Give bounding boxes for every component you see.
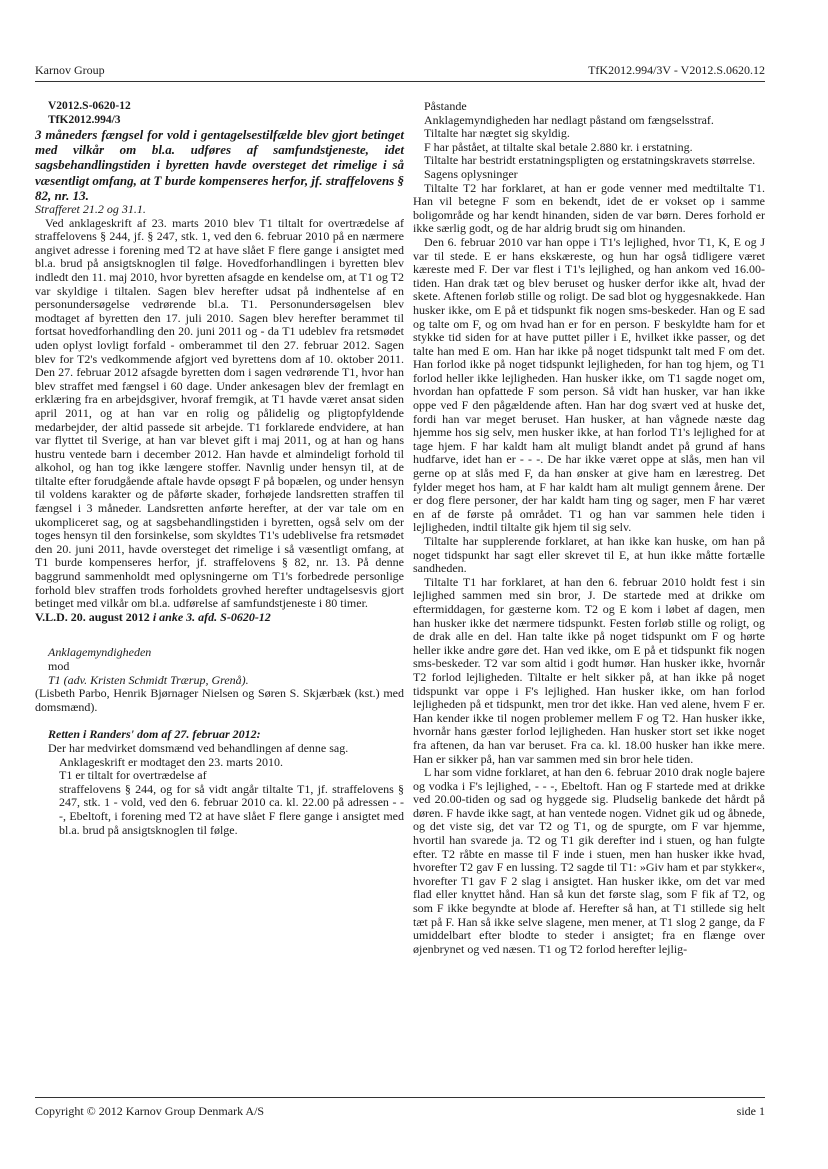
testimony-witness-l: L har som vidne forklaret, at han den 6. februar 2010 drak nogle bajere og vodka i F's lejlighed, - - -, Ebeltoft. Han og F startede med at drikke ved 20.00-tiden og sad og hyggede sig. Pludselig bankede det hårdt på døren. F havde ikke sagt, at han ventede nogen. Vidnet gik ud og åbnede, og det viste sig, det var T2 og T1, og de spurgte, om F var hjemme, hvortil han svarede ja. T2 og T1 gik derefter ind i stuen, og han fulgte efter. T2 råbte en masse til F inde i stuen, men han husker ikke hvad, hvorefter T2 gav F en lussing. T2 sagde til T1: »Giv ham et par stykker«, hvorefter T1 gav F 2 slag i ansigtet. Han husker ikke, om det var med flad eller knyttet hånd. Han så kun det første slag, som F fik af T2, og som F ikke begyndte at blode af. Herefter så han, at T1 stillede sig helt tæt på F. Han så ikke selve slagene, men mener, at T1 slog 2 gange, da F umiddelbart efter blodte to steder i ansigtet; fra en flænge over øjenbrynet og ved næsen. T1 og T2 forlod herefter lejlig-: [413, 765, 765, 956]
subject-classification: Strafferet 21.2 og 31.1.: [35, 202, 146, 217]
claim-prosecution: Anklagemyndigheden har nedlagt påstand om fængselsstraf.: [424, 112, 714, 127]
claim-victim: F har påstået, at tiltalte skal betale 2.880 kr. i erstatning.: [424, 139, 693, 154]
district-court-line-2: Anklageskrift er modtaget den 23. marts 2010.: [59, 754, 283, 769]
district-court-line-3: T1 er tiltalt for overtrædelse af: [59, 768, 207, 783]
claims-heading: Påstande: [424, 99, 467, 113]
district-court-section: [48, 728, 404, 837]
testimony-t1: Tiltalte T1 har forklaret, at han den 6. februar 2010 holdt fest i sin lejlighed sammen med sin bror, J. De startede med at drikke om eftermiddagen, for gæsterne kom. T2 og E kom i løbet af dagen, men han husker ikke det nærmere tidspunkt. Festen forløb stille og roligt, og de drak alle en del. Han talte ikke på noget tidspunkt om F og hørte heller ikke andre gøre det. Han ved ikke, om E på et tidspunkt fik nogen sms-beskeder. T2 var som altid i godt humør. Han husker ikke, hvornår T2 forlod lejligheden. Tiltalte er helt sikker på, at han ikke på noget tidspunkt var oppe i F's lejlighed. Han husker ikke, om han forlod lejligheden på et tidspunkt, men tror det ikke. Han ved alene, hvem F er. Han kender ikke til nogen problemer mellem F og T2. Han husker ikke, hvornår hans gæster forlod lejligheden. Han husker stort set ikke noget fra aftenen, da han var beruset. Fra ca. kl. 18.00 husker han ikke mere. Han er sikker på, han var sammen med sin bror hele tiden.: [413, 574, 765, 766]
left-column: [35, 100, 404, 837]
header-reference: TfK2012.994/3V - V2012.S.0620.12: [588, 63, 765, 77]
case-references: [48, 100, 404, 127]
judgment-heading: [35, 611, 404, 625]
testimony-t2-cont: Den 6. februar 2010 var han oppe i T1's lejlighed, hvor T1, K, E og J var til stede. E er hans ekskæreste, og hun har også tidligere været kæreste med F. Der var flest i T1's lejlighed, og han ankom ved 16.00-tiden. Han drak tæt og blev beruset og husker derfor ikke alt, hvad der skete. Aftenen forløb stille og roligt. De sad blot og hyggesnakkede. Han husker ikke, om E på et tidspunkt fik nogen sms-beskeder. Han og E sad og talte om F, og om hvad han er for en person. F beskyldte ham for et stykke tid siden for at have puttet piller i E, hvilket ikke passer, og det talte han med E om. Han har ikke på noget tidspunkt talt med F om det. Han forlod ikke på noget tidspunkt lejligheden, for han tog hjem, og T1 forlod heller ikke lejligheden. Han husker ikke, om T1 sagde noget om, hvordan han opfattede F som person. Så vidt han husker, var han ikke oppe ved F den pågældende aften. Han har dog svært ved at huske det, fordi han var meget beruset. Han husker, at han vågnede næste dag hjemme hos sig selv, men husker ikke, at han forlod T1's lejlighed for at tage hjem. F har kaldt ham alt muligt blandt andet på grund af hans hudfarve, idet han er - - -. De har ikke været oppe at slås, men han vil gerne op at slås med F, da han ønsker at give ham en lærestreg. Det fylder meget hos ham, at F har kaldt ham alt muligt gennem årene. Der er dog flere personer, der har kaldt ham ting og sager, men F har været en af de første på området. T1 og han var sammen hele tiden i lejligheden, indtil tiltalte gik hjem til sig selv.: [413, 234, 765, 535]
case-ref-1: V2012.S-0620-12: [48, 100, 131, 112]
page-number: side 1: [736, 1104, 765, 1118]
header-publisher: Karnov Group: [35, 63, 105, 77]
right-column: [413, 100, 765, 956]
header-rule: [35, 81, 765, 82]
page-header: [35, 63, 765, 79]
case-ref-2: TfK2012.994/3: [48, 113, 121, 126]
facts-heading: Sagens oplysninger: [424, 166, 518, 181]
district-court-heading: Retten i Randers' dom af 27. februar 2012:: [48, 727, 261, 742]
district-court-line-4: straffelovens § 244, og for så vidt angår tiltalte T1, jf. straffelovens § 247, stk. 1 - vold, ved den 6. februar 2010 ca. kl. 22.00 på adressen - - -, Ebeltoft, i forening med T2 at have slået F flere gange i ansigtet med bl.a. brud på ansigtsknoglen til følge.: [59, 781, 404, 837]
parties: [48, 646, 404, 687]
case-abstract: Ved anklageskrift af 23. marts 2010 blev T1 tiltalt for overtrædelse af straffelovens § 244, jf. § 247, stk. 1, ved den 6. februar 2010 på en nærmere angivet adresse i forening med T2 at have slået F flere gange i ansigtet med bl.a. brud på ansigtsknoglen til følge. Hovedforhandlingen i byretten blev indledt den 11. maj 2010, hvor byretten afsagde en kendelse om, at T1 og T2 var skyldige i tiltalen. Sagen blev herefter udsat på indhentelse af en personundersøgelse vedrørende bl.a. T1. Personundersøgelsen blev modtaget af byretten den 17. juli 2010. Sagen blev herefter berammet til fortsat hovedforhandling den 20. juni 2011 og - da T1 udeblev fra retsmødet uden oplyst lovligt forfald - omberammet til den 27. februar 2012. Sagen blev for T2's vedkommende afgjort ved byrettens dom af 10. oktober 2011. Den 27. februar 2012 afsagde byretten dom i sagen vedrørende T1, hvor han blev straffet med fængsel i 60 dage. Under ankesagen blev der fremlagt en erklæring fra en arbejdsgiver, hvoraf fremgik, at T1 havde været ansat siden april 2011, og at han var en rolig og pålidelig og pligtopfyldende medarbejder, der altid passede sit arbejde. T1 forklarede endvidere, at han var flyttet til Sverige, at han var blevet gift i maj 2011, og at han og hans hustru ventede barn i december 2012. Han havde et almindeligt forhold til alkohol, og han tog ikke længere stoffer. Navnlig under hensyn til, at de tiltalte efter forudgående aftale havde opsøgt F på bopælen, og under hensyn til voldens karakter og de påførte skader, forhøjede landsretten straffen til fængsel i 3 måneder. Landsretten anførte herefter, at der var tale om en ukompliceret sag, og at sagsbehandlingstiden i byretten, også selv om der toges hensyn til den forsinkelse, som skyldtes T1's udeblivelse fra retsmødet den 20. juni 2011, havde oversteget det rimelige i så væsentligt omfang, at T1 burde kompenseres herfor, jf. straffelovens § 82, nr. 13. På denne baggrund sammenholdt med oplysningerne om T1's forbedrede personlige forhold blev straffen trods forholdets grovhed herefter undtagelsesvis gjort betinget med vilkår om bl.a. udførelse af samfundstjeneste i 80 timer.: [35, 215, 404, 611]
judgment-court-date: V.L.D. 20. august 2012: [35, 609, 150, 624]
footer-rule: [35, 1097, 765, 1098]
judges: (Lisbeth Parbo, Henrik Bjørnager Nielsen og Søren S. Skjærbæk (kst.) med domsmænd).: [35, 686, 404, 714]
claim-defendant: Tiltalte har nægtet sig skyldig.: [424, 126, 570, 141]
district-court-line-1: Der har medvirket domsmænd ved behandlingen af denne sag.: [48, 740, 349, 755]
versus: mod: [48, 659, 70, 674]
testimony-t2-supplement: Tiltalte har supplerende forklaret, at han ikke kan huske, om han på noget tidspunkt har sagt eller skrevet til E, at hun ikke måtte fortælle sandheden.: [413, 534, 765, 576]
judgment-case-no: i anke 3. afd. S-0620-12: [149, 609, 271, 624]
case-summary: 3 måneders fængsel for vold i gentagelsestilfælde blev gjort betinget med vilkår om bl.a. udføres af samfundstjeneste, idet sagsbehandlingstiden i byretten havde oversteget det rimelige i så væsentligt omfang, at T burde kompenseres herfor, jf. straffelovens § 82, nr. 13.: [35, 127, 404, 203]
defendant: T1 (adv. Kristen Schmidt Trærup, Grenå).: [48, 672, 249, 687]
copyright: Copyright © 2012 Karnov Group Denmark A/S: [35, 1104, 265, 1118]
page-footer: [35, 1104, 765, 1120]
prosecution: Anklagemyndigheden: [48, 645, 152, 660]
testimony-t2: Tiltalte T2 har forklaret, at han er gode venner med medtiltalte T1. Han vil betegne F som en bekendt, idet de er vokset op i samme boligområde og har kendt hinanden, siden de var børn. Deres forhold er ikke særlig godt, og de har aldrig brudt sig om hinanden.: [413, 180, 765, 236]
claim-dispute: Tiltalte har bestridt erstatningspligten og erstatningskravets størrelse.: [424, 153, 756, 168]
